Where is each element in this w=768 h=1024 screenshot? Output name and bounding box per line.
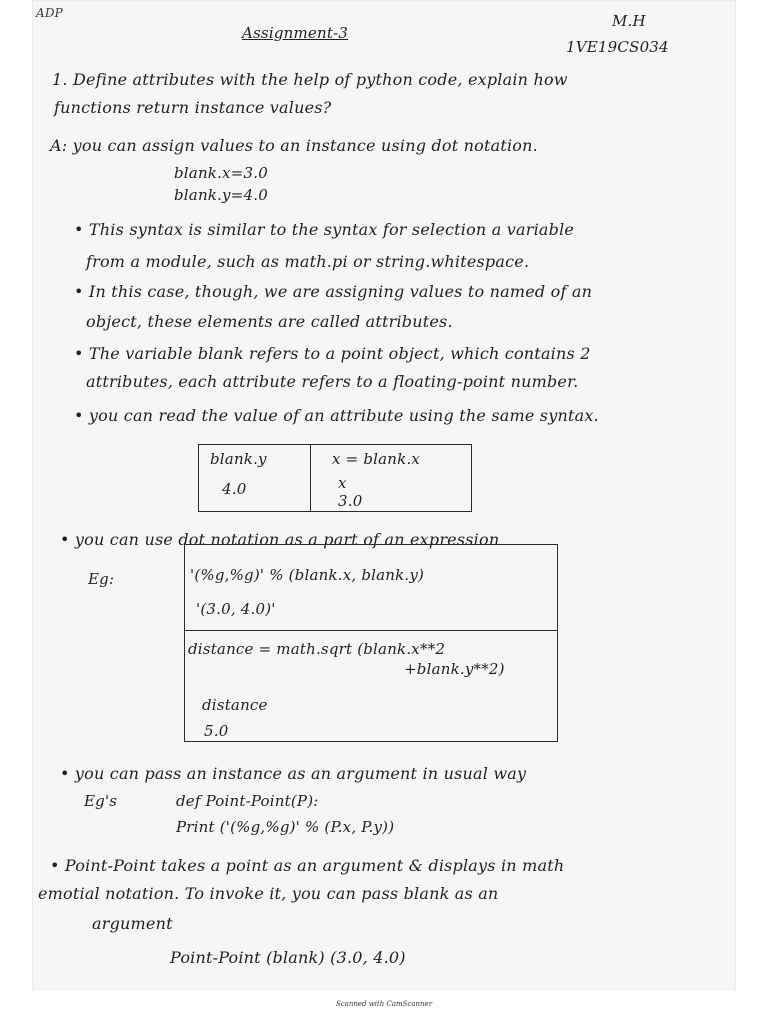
question-line-2: functions return instance values? (54, 98, 332, 117)
bullet-7-line-2: emotial notation. To invoke it, you can pass blank as an (38, 884, 499, 903)
bullet-7-line-1: • Point-Point takes a point as an argument & displays in math (50, 856, 565, 875)
code-assign-y: blank.y=4.0 (174, 186, 268, 204)
question-line-1: 1. Define attributes with the help of python code, explain how (52, 70, 568, 89)
assignment-title: Assignment-3 (242, 24, 349, 42)
scanner-footer: Scanned with CamScanner (335, 1000, 433, 1008)
bullet-2-line-2: object, these elements are called attributes. (86, 312, 453, 331)
final-call: Point-Point (blank) (3.0, 4.0) (170, 948, 406, 967)
table-left-value: 4.0 (222, 480, 247, 498)
table-left-expr: blank.y (210, 450, 267, 468)
code-assign-x: blank.x=3.0 (174, 164, 268, 182)
bullet-6: • you can pass an instance as an argument in usual way (60, 764, 527, 783)
bullet-5: • you can use dot notation as a part of an expression (60, 530, 500, 549)
expr-distance-name: distance (202, 696, 268, 714)
code-print: Print ('(%g,%g)' % (P.x, P.y)) (176, 818, 395, 836)
corner-mark: ADP (36, 6, 63, 20)
expression-box-divider (184, 630, 558, 631)
bullet-3-line-2: attributes, each attribute refers to a floating-point number. (86, 372, 579, 391)
bullet-2-line-1: • In this case, though, we are assigning values to named of an (74, 282, 593, 301)
example-label-1: Eg: (88, 570, 115, 588)
table-right-var: x (338, 474, 347, 492)
notebook-page (32, 0, 736, 990)
bullet-4: • you can read the value of an attribute using the same syntax. (74, 406, 599, 425)
answer-intro: A: you can assign values to an instance using dot notation. (50, 136, 538, 155)
example-label-2: Eg's (84, 792, 118, 810)
student-name: M.H (612, 12, 646, 30)
table-right-expr: x = blank.x (332, 450, 421, 468)
expr-distance-line-2: +blank.y**2) (404, 660, 505, 678)
table-divider (310, 444, 311, 512)
bullet-1-line-2: from a module, such as math.pi or string.whitespace. (86, 252, 530, 271)
table-right-value: 3.0 (338, 492, 363, 510)
expr-format-result: '(3.0, 4.0)' (196, 600, 276, 618)
expr-distance-line-1: distance = math.sqrt (blank.x**2 (188, 640, 446, 658)
bullet-7-line-3: argument (92, 914, 173, 933)
expr-distance-value: 5.0 (204, 722, 229, 740)
expr-format-call: '(%g,%g)' % (blank.x, blank.y) (190, 566, 425, 584)
code-def: def Point-Point(P): (176, 792, 319, 810)
student-usn: 1VE19CS034 (566, 38, 669, 56)
bullet-1-line-1: • This syntax is similar to the syntax for selection a variable (74, 220, 575, 239)
bullet-3-line-1: • The variable blank refers to a point object, which contains 2 (74, 344, 591, 363)
